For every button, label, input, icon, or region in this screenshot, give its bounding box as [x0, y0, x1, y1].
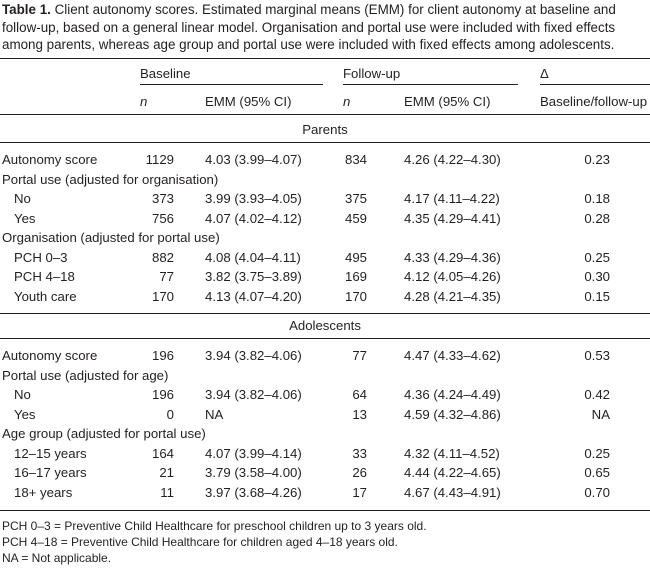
followup-span-rule [343, 84, 518, 85]
header-delta: Δ [540, 66, 549, 81]
row-label: No [14, 191, 31, 206]
baseline-emm: 3.94 (3.82–4.06) [205, 348, 302, 363]
delta-value: 0.30 [584, 269, 610, 284]
header-baseline: Baseline [140, 66, 191, 81]
baseline-emm: 3.79 (3.58–4.00) [205, 465, 302, 480]
delta-value: 0.65 [584, 465, 610, 480]
row-label: No [14, 387, 31, 402]
followup-n: 459 [344, 210, 367, 226]
baseline-span-rule [140, 84, 323, 85]
baseline-emm: 3.97 (3.68–4.26) [205, 484, 302, 500]
baseline-n: 1129 [145, 152, 174, 167]
baseline-n: 373 [151, 191, 174, 206]
section-rule-1 [0, 338, 650, 339]
header-followup: Follow-up [343, 66, 401, 81]
header-n-baseline: n [140, 94, 148, 109]
baseline-n: 0 [166, 406, 174, 422]
header-rule [0, 114, 650, 115]
row-label: 12–15 years [14, 445, 87, 461]
delta-value: 0.70 [584, 484, 610, 500]
section-title-adolescents: Adolescents [289, 318, 361, 333]
baseline-emm: 4.07 (3.99–4.14) [205, 445, 302, 461]
delta-value: 0.42 [584, 387, 610, 402]
header-emm-baseline: EMM (95% CI) [205, 94, 292, 109]
baseline-n: 164 [151, 445, 174, 461]
header-delta-sub: Baseline/follow-up [540, 94, 648, 109]
followup-emm: 4.59 (4.32–4.86) [404, 406, 501, 422]
delta-value: 0.18 [584, 191, 610, 206]
delta-value: 0.25 [584, 445, 610, 461]
followup-n: 64 [352, 387, 367, 402]
row-label: Yes [14, 406, 36, 422]
baseline-n: 11 [160, 484, 174, 500]
followup-emm: 4.67 (4.43–4.91) [404, 484, 501, 500]
delta-value: NA [591, 406, 610, 422]
delta-value: 0.53 [584, 348, 610, 363]
baseline-n: 77 [159, 269, 174, 284]
section-divider-rule [0, 313, 650, 314]
caption-text: Client autonomy scores. Estimated marginal means (EMM) for client autonomy at baseline and follow-up, based on a general linear model. Organisation and portal use were included with fixed effects among parents, whereas age group and portal use were included with fixed effects among adolescents. [2, 2, 616, 52]
delta-value: 0.25 [584, 249, 610, 265]
followup-n: 834 [344, 152, 367, 167]
section-title-parents: Parents [302, 122, 348, 137]
baseline-emm: NA [205, 406, 224, 422]
baseline-emm: 3.82 (3.75–3.89) [205, 269, 302, 284]
row-label: Youth care [14, 288, 77, 304]
baseline-n: 882 [151, 249, 174, 265]
followup-emm: 4.35 (4.29–4.41) [404, 210, 501, 226]
baseline-n: 170 [151, 288, 174, 304]
baseline-emm: 4.13 (4.07–4.20) [205, 288, 302, 304]
baseline-emm: 4.08 (4.04–4.11) [205, 249, 301, 265]
followup-n: 170 [344, 288, 367, 304]
row-label: 16–17 years [14, 465, 87, 480]
delta-value: 0.23 [584, 152, 610, 167]
followup-n: 495 [344, 249, 367, 265]
delta-value: 0.28 [584, 210, 610, 226]
followup-n: 26 [352, 465, 367, 480]
row-label: Portal use (adjusted for age) [2, 367, 169, 383]
baseline-n: 196 [151, 387, 174, 402]
footnote-line: PCH 4–18 = Preventive Child Healthcare for children aged 4–18 years old. [2, 535, 398, 549]
followup-n: 17 [352, 484, 367, 500]
followup-emm: 4.36 (4.24–4.49) [404, 387, 501, 402]
baseline-n: 21 [159, 465, 174, 480]
header-n-followup: n [343, 94, 351, 109]
bottom-rule [0, 510, 650, 511]
followup-n: 375 [344, 191, 367, 206]
followup-n: 33 [352, 445, 367, 461]
delta-span-rule [540, 84, 650, 85]
delta-value: 0.15 [584, 288, 610, 304]
followup-n: 169 [344, 269, 367, 284]
row-label: Age group (adjusted for portal use) [2, 426, 206, 441]
followup-n: 77 [352, 348, 367, 363]
table-label: Table 1. [2, 2, 51, 17]
followup-emm: 4.17 (4.11–4.22) [404, 191, 500, 206]
top-rule [0, 58, 650, 59]
followup-emm: 4.32 (4.11–4.52) [404, 445, 500, 461]
baseline-n: 196 [151, 348, 174, 363]
section-rule-0 [0, 142, 650, 143]
row-label: 18+ years [14, 484, 73, 500]
followup-emm: 4.47 (4.33–4.62) [404, 348, 501, 363]
baseline-n: 756 [151, 210, 174, 226]
footnote-line: NA = Not applicable. [2, 551, 112, 565]
row-label: Autonomy score [2, 152, 98, 167]
row-label: PCH 4–18 [14, 269, 75, 284]
followup-n: 13 [352, 406, 367, 422]
table-caption [2, 1, 646, 54]
followup-emm: 4.12 (4.05–4.26) [404, 269, 501, 284]
row-label: Autonomy score [2, 348, 98, 363]
row-label: Organisation (adjusted for portal use) [2, 230, 220, 245]
header-emm-followup: EMM (95% CI) [404, 94, 491, 109]
row-label: PCH 0–3 [14, 249, 68, 265]
followup-emm: 4.33 (4.29–4.36) [404, 249, 501, 265]
followup-emm: 4.26 (4.22–4.30) [404, 152, 501, 167]
followup-emm: 4.44 (4.22–4.65) [404, 465, 501, 480]
baseline-emm: 3.94 (3.82–4.06) [205, 387, 302, 402]
footnote-line: PCH 0–3 = Preventive Child Healthcare for preschool children up to 3 years old. [2, 519, 427, 533]
row-label: Portal use (adjusted for organisation) [2, 171, 219, 187]
row-label: Yes [14, 210, 36, 226]
baseline-emm: 3.99 (3.93–4.05) [205, 191, 302, 206]
baseline-emm: 4.03 (3.99–4.07) [205, 152, 302, 167]
baseline-emm: 4.07 (4.02–4.12) [205, 210, 302, 226]
followup-emm: 4.28 (4.21–4.35) [404, 288, 501, 304]
